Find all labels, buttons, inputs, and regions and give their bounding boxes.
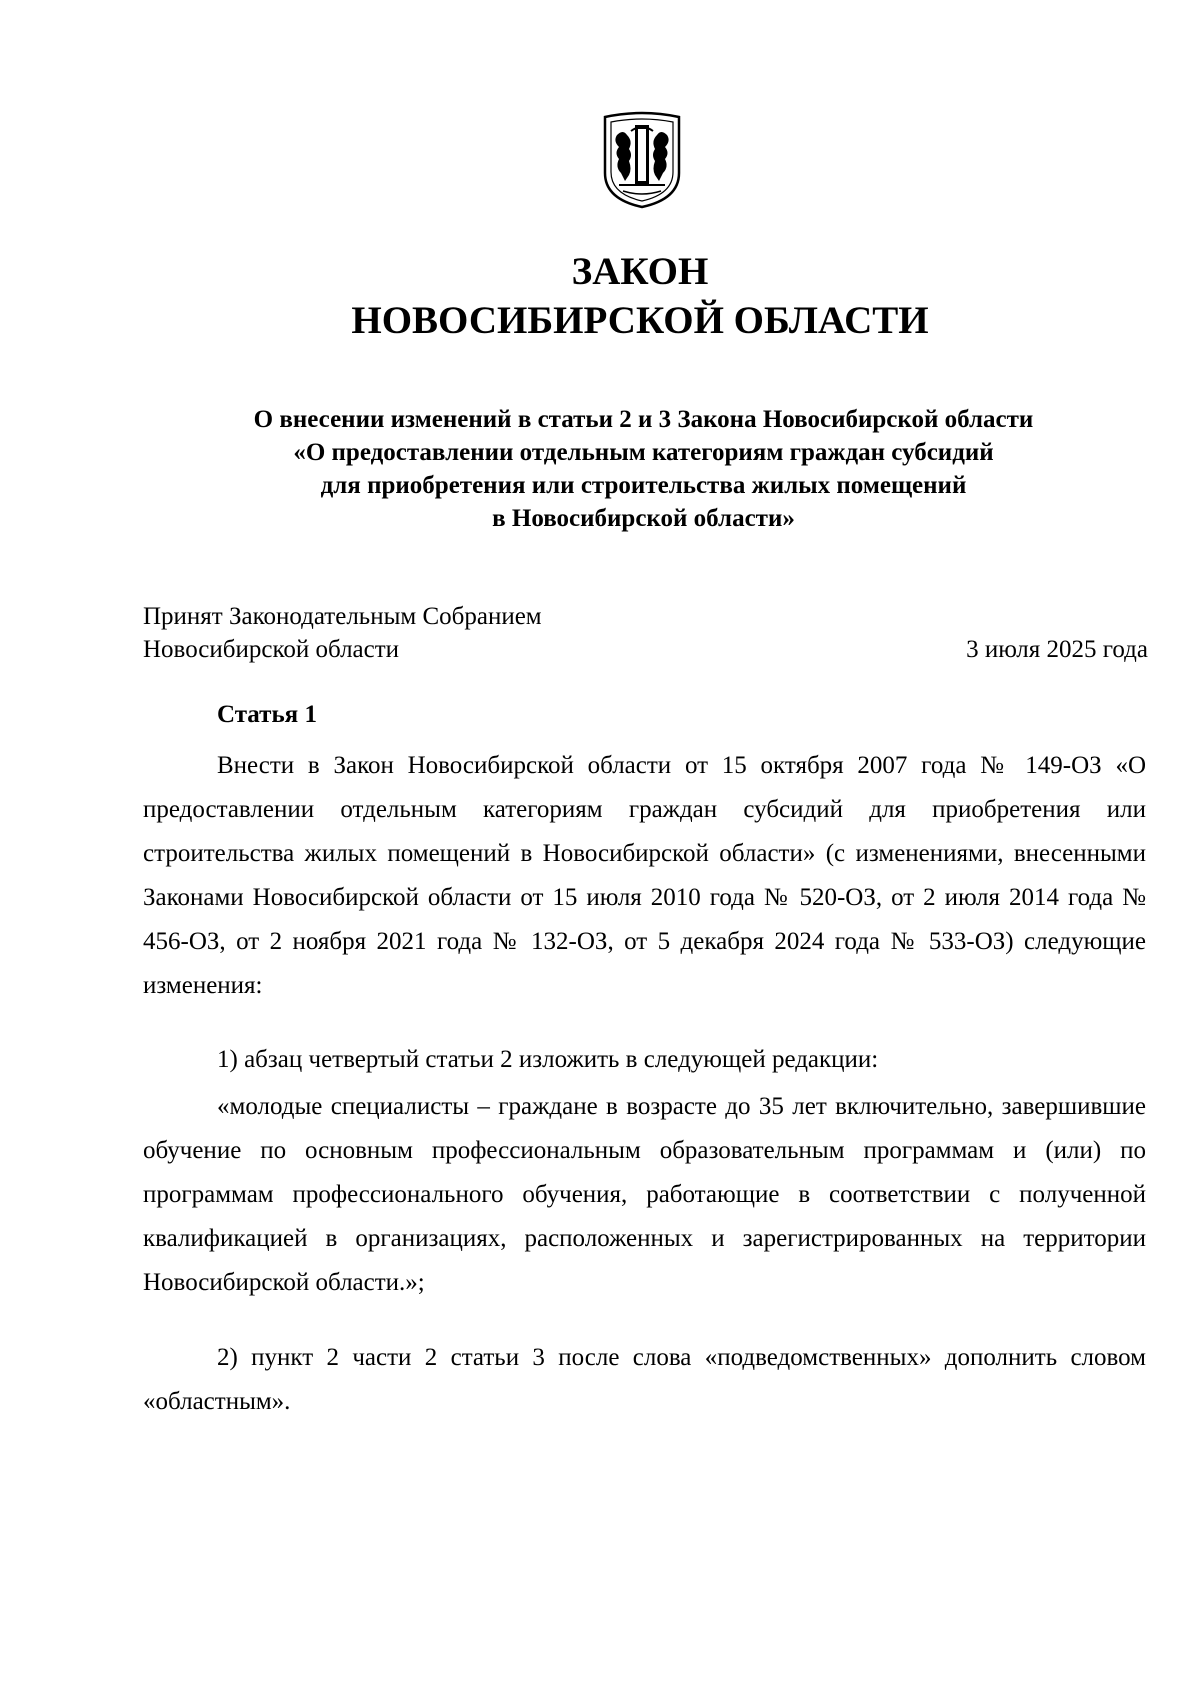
coat-of-arms-icon	[599, 111, 685, 211]
adoption-date: 3 июля 2025 года	[966, 636, 1148, 663]
law-title: ЗАКОН	[571, 250, 709, 293]
article-heading: Статья 1	[217, 701, 317, 728]
article-item-text: 1) абзац четвертый статьи 2 изложить в следующей редакции:	[217, 1046, 879, 1073]
law-subtitle-line: в Новосибирской области»	[492, 505, 795, 532]
article-item	[143, 1336, 1146, 1424]
article-item-text: 2) пункт 2 части 2 статьи 3 после слова «подведомственных» дополнить словом «областным».	[143, 1344, 1146, 1415]
law-region-title: НОВОСИБИРСКОЙ ОБЛАСТИ	[351, 299, 929, 342]
article-item	[143, 1038, 1146, 1082]
law-subtitle-line: «О предоставлении отдельным категориям граждан субсидий	[293, 439, 994, 466]
adoption-line: Новосибирской области	[143, 636, 400, 663]
law-subtitle-line: О внесении изменений в статьи 2 и 3 Закона Новосибирской области	[253, 406, 1034, 433]
article-intro-text: Внести в Закон Новосибирской области от 15 октября 2007 года № 149-ОЗ «О предоставлении отдельным категориям граждан субсидий для приобретения или строительства жилых помещений в Новосибирской области» (с изменениями, внесенными Законами Новосибирской области от 15 июля 2010 года № 520-ОЗ, от 2 июля 2014 года № 456-ОЗ, от 2 ноября 2021 года № 132-ОЗ, от 5 декабря 2024 года № 533-ОЗ) следующие изменения:	[143, 752, 1146, 999]
law-subtitle-line: для приобретения или строительства жилых помещений	[320, 472, 967, 499]
adoption-line: Принят Законодательным Собранием	[143, 603, 542, 630]
article-paragraph	[143, 744, 1146, 1008]
article-quote	[143, 1085, 1146, 1305]
article-quote-text: «молодые специалисты – граждане в возрасте до 35 лет включительно, завершившие обучение по основным профессиональным образовательным программам и (или) по программам профессионального обучения, работающие в соответствии с полученной квалификацией в организациях, расположенных и зарегистрированных на территории Новосибирской области.»;	[143, 1093, 1146, 1296]
